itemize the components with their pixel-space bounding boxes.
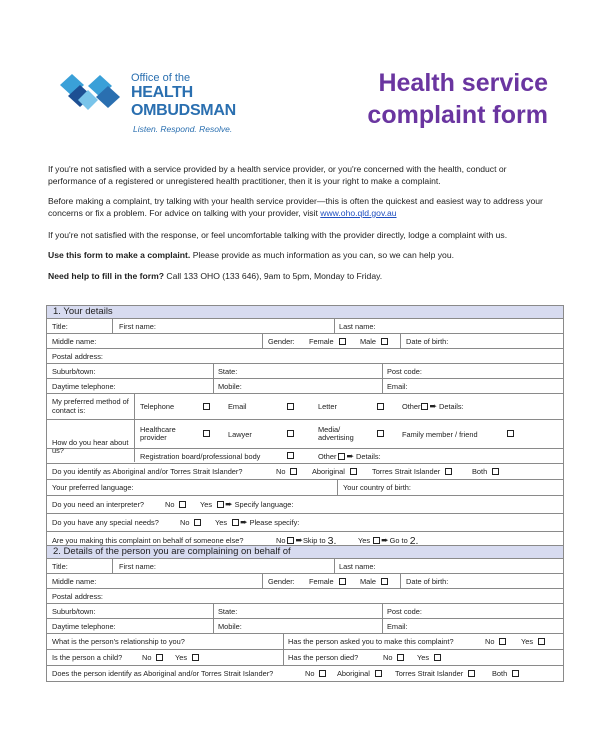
interpreter-no-option: [165, 496, 186, 513]
s2-postcode-label: Post code:: [387, 606, 422, 616]
child-yes-option: [175, 650, 199, 665]
male-option: [360, 334, 388, 348]
registration-board-checkbox[interactable]: [287, 452, 294, 459]
section-2-heading: 2. Details of the person you are complaining on behalf of: [47, 546, 563, 559]
email-label: Email:: [387, 381, 408, 391]
special-no-checkbox[interactable]: [194, 519, 201, 526]
language-label: Your preferred language:: [52, 483, 134, 492]
s2-male-label: Male: [360, 576, 377, 586]
intro-paragraph-4: [48, 250, 553, 262]
s2-first-name-label: First name:: [119, 561, 156, 571]
arrow-right-icon: ➨: [381, 535, 389, 545]
s2-male-checkbox[interactable]: [381, 578, 388, 585]
logo-health-text: HEALTH: [131, 84, 193, 101]
s2-both-label: Both: [492, 669, 508, 678]
child-yes-checkbox[interactable]: [192, 654, 199, 661]
s2-aboriginal-no-option: [305, 666, 326, 681]
s2-both-option: [492, 666, 519, 681]
telephone-option: [140, 394, 174, 419]
s2-relationship-row: [47, 634, 563, 650]
both-checkbox[interactable]: [492, 468, 499, 475]
tsi-checkbox[interactable]: [445, 468, 452, 475]
s2-name-row: [47, 559, 563, 574]
intro-paragraph-2: [48, 196, 553, 220]
asked-no-option: [485, 634, 506, 649]
letter-option: [318, 394, 337, 419]
no-label: No: [180, 518, 190, 527]
registration-board-label: Registration board/professional body: [140, 451, 261, 461]
country-of-birth-label: Your country of birth:: [343, 483, 411, 492]
media-checkbox[interactable]: [377, 430, 384, 437]
male-checkbox[interactable]: [381, 338, 388, 345]
s2-tsi-checkbox[interactable]: [468, 670, 475, 677]
child-question: Is the person a child?: [52, 653, 123, 662]
s1-name-row: [47, 319, 563, 334]
s1-aboriginal-row: [47, 464, 563, 480]
aboriginal-option: [312, 464, 357, 479]
logo-ombudsman-text: OMBUDSMAN: [131, 102, 236, 119]
s2-aboriginal-question: Does the person identify as Aboriginal and/or Torres Strait Islander?: [52, 669, 274, 678]
both-option: [472, 464, 499, 479]
s2-female-label: Female: [309, 576, 334, 586]
relationship-question: What is the person's relationship to you?: [52, 637, 185, 646]
telephone-label: Telephone: [140, 402, 175, 411]
arrow-right-icon: ➨: [240, 517, 248, 527]
yes-label: Yes: [215, 518, 228, 527]
s2-mobile-label: Mobile:: [218, 621, 242, 631]
s1-postal-row: [47, 349, 563, 364]
s1-registration-row: [47, 449, 563, 464]
s2-tsi-label: Torres Strait Islander: [395, 669, 464, 678]
please-specify-label: Please specify:: [249, 518, 300, 527]
section-person-details: [46, 545, 564, 682]
other-heard-checkbox[interactable]: [338, 453, 345, 460]
intro-p5-text: Call 133 OHO (133 646), 9am to 5pm, Monday to Friday.: [164, 271, 383, 281]
logo-office-text: Office of the: [131, 72, 191, 84]
s2-tsi-option: [395, 666, 475, 681]
aboriginal-no-checkbox[interactable]: [290, 468, 297, 475]
yes-label: Yes: [521, 637, 534, 646]
intro-paragraph-3: If you're not satisfied with the response, or feel uncomfortable talking with the provider directly, lodge a complaint with us.: [48, 230, 508, 240]
female-label: Female: [309, 336, 334, 346]
healthcare-provider-label: Healthcare provider: [140, 424, 176, 442]
interpreter-yes-checkbox[interactable]: [217, 501, 224, 508]
s2-aboriginal-no-checkbox[interactable]: [319, 670, 326, 677]
no-label: No: [142, 653, 152, 662]
s2-both-checkbox[interactable]: [512, 670, 519, 677]
s2-daytime-phone-label: Daytime telephone:: [52, 621, 116, 631]
s2-postal-address-label: Postal address:: [52, 591, 103, 601]
asked-yes-checkbox[interactable]: [538, 638, 545, 645]
behalf-yes-checkbox[interactable]: [373, 537, 380, 544]
child-no-checkbox[interactable]: [156, 654, 163, 661]
asked-yes-option: [521, 634, 545, 649]
postcode-label: Post code:: [387, 366, 422, 376]
s2-email-label: Email:: [387, 621, 408, 631]
skip-to-label: Skip to: [303, 536, 326, 545]
section-your-details: [46, 305, 564, 550]
child-no-option: [142, 650, 163, 665]
asked-no-checkbox[interactable]: [499, 638, 506, 645]
gender-label: Gender:: [268, 336, 295, 346]
logo-tagline: Listen. Respond. Resolve.: [133, 124, 233, 134]
healthcare-provider-checkbox[interactable]: [203, 430, 210, 437]
go-to-number: 2.: [409, 534, 419, 547]
special-needs-question: Do you have any special needs?: [52, 518, 159, 527]
suburb-label: Suburb/town:: [52, 366, 96, 376]
other-heard-details-label: Details:: [356, 451, 381, 461]
page-title-line2: complaint form: [367, 101, 548, 129]
no-label: No: [276, 467, 286, 476]
specify-language-label: Specify language:: [234, 500, 294, 509]
no-label: No: [383, 653, 393, 662]
s2-phone-row: [47, 619, 563, 634]
female-checkbox[interactable]: [339, 338, 346, 345]
asked-question: Has the person asked you to make this complaint?: [288, 637, 454, 646]
daytime-phone-label: Daytime telephone:: [52, 381, 116, 391]
other-contact-details-label: Details:: [439, 402, 464, 411]
s2-middle-name-label: Middle name:: [52, 576, 97, 586]
email-option: [228, 394, 246, 419]
s1-special-needs-row: [47, 514, 563, 532]
mobile-label: Mobile:: [218, 381, 242, 391]
s1-language-row: [47, 480, 563, 496]
s2-state-label: State:: [218, 606, 238, 616]
special-yes-option: [215, 514, 299, 531]
s2-gender-label: Gender:: [268, 576, 295, 586]
skip-to-number: 3.: [327, 534, 337, 547]
aboriginal-checkbox[interactable]: [350, 468, 357, 475]
s2-male-option: [360, 574, 388, 588]
behalf-question: Are you making this complaint on behalf of someone else?: [52, 536, 244, 545]
no-label: No: [276, 536, 286, 545]
s2-aboriginal-label: Aboriginal: [337, 669, 370, 678]
s2-dob-label: Date of birth:: [406, 576, 449, 586]
no-label: No: [485, 637, 495, 646]
other-contact-checkbox[interactable]: [421, 403, 428, 410]
email-checkbox[interactable]: [287, 403, 294, 410]
interpreter-yes-option: [200, 496, 293, 513]
s2-aboriginal-row: [47, 666, 563, 681]
other-heard-option: [318, 449, 381, 463]
aboriginal-no-option: [276, 464, 297, 479]
s2-aboriginal-option: [337, 666, 382, 681]
arrow-right-icon: ➨: [346, 450, 355, 461]
s1-suburb-row: [47, 364, 563, 379]
intro-p5-bold: Need help to fill in the form?: [48, 271, 165, 281]
page-title-line1: Health service: [378, 69, 548, 97]
s2-child-row: [47, 650, 563, 666]
s2-title-label: Title:: [52, 561, 68, 571]
intro-p4-text: Please provide as much information as you can, so we can help you.: [190, 250, 454, 260]
contact-method-label: My preferred method of contact is:: [52, 397, 129, 415]
arrow-right-icon: ➨: [295, 535, 303, 545]
family-friend-label: Family member / friend: [402, 429, 478, 439]
interpreter-no-checkbox[interactable]: [179, 501, 186, 508]
other-heard-label: Other: [318, 451, 337, 461]
died-yes-checkbox[interactable]: [434, 654, 441, 661]
letter-checkbox[interactable]: [377, 403, 384, 410]
letter-label: Letter: [318, 402, 337, 411]
female-option: [309, 334, 346, 348]
s2-postal-row: [47, 589, 563, 604]
arrow-right-icon: ➨: [225, 499, 233, 509]
intro-paragraph-1: If you're not satisfied with a service provided by a health service provider, or you're concerned with the health, conduct or performance of a registered or unregistered health practitioner, then it is your right to make a complaint.: [48, 164, 507, 186]
telephone-checkbox[interactable]: [203, 403, 210, 410]
oho-website-link[interactable]: www.oho.qld.gov.au: [320, 207, 397, 218]
special-yes-checkbox[interactable]: [232, 519, 239, 526]
s2-middle-row: [47, 574, 563, 589]
tsi-label: Torres Strait Islander: [372, 467, 441, 476]
arrow-right-icon: ➨: [429, 401, 438, 411]
other-contact-option: [402, 394, 464, 419]
s1-heard-row: [47, 420, 563, 455]
s1-contact-row: [47, 394, 563, 420]
aboriginal-label: Aboriginal: [312, 467, 345, 476]
intro-p4-bold: Use this form to make a complaint.: [48, 250, 191, 260]
yes-label: Yes: [417, 653, 430, 662]
title-label: Title:: [52, 321, 68, 331]
died-yes-option: [417, 650, 441, 665]
heard-about-label: How do you hear about us?: [52, 437, 129, 455]
section-1-heading: 1. Your details: [47, 306, 563, 319]
lawyer-label: Lawyer: [228, 429, 252, 439]
s2-suburb-row: [47, 604, 563, 619]
s2-female-option: [309, 574, 346, 588]
both-label: Both: [472, 467, 488, 476]
s2-aboriginal-checkbox[interactable]: [375, 670, 382, 677]
lawyer-checkbox[interactable]: [287, 430, 294, 437]
go-to-label: Go to: [389, 536, 408, 545]
family-friend-checkbox[interactable]: [507, 430, 514, 437]
media-label: Media/ advertising: [318, 424, 354, 442]
email-option-label: Email: [228, 402, 247, 411]
s2-last-name-label: Last name:: [339, 561, 376, 571]
s1-phone-row: [47, 379, 563, 394]
yes-label: Yes: [358, 536, 371, 545]
s2-suburb-label: Suburb/town:: [52, 606, 96, 616]
male-label: Male: [360, 336, 377, 346]
intro-paragraph-5: [48, 271, 553, 283]
s2-female-checkbox[interactable]: [339, 578, 346, 585]
died-no-checkbox[interactable]: [397, 654, 404, 661]
s1-interpreter-row: [47, 496, 563, 514]
first-name-label: First name:: [119, 321, 156, 331]
yes-label: Yes: [200, 500, 213, 509]
s1-middle-row: [47, 334, 563, 349]
no-label: No: [165, 500, 175, 509]
postal-address-label: Postal address:: [52, 351, 103, 361]
aboriginal-question: Do you identify as Aboriginal and/or Torres Strait Islander?: [52, 467, 243, 476]
died-question: Has the person died?: [288, 653, 359, 662]
intro-p2-text: Before making a complaint, try talking with your health service provider—this is often the quickest and easiest way to address your concerns or fix a problem. For advice on talking with your provider, visit: [48, 196, 543, 218]
died-no-option: [383, 650, 404, 665]
tsi-option: [372, 464, 452, 479]
yes-label: Yes: [175, 653, 188, 662]
special-no-option: [180, 514, 201, 531]
no-label: No: [305, 669, 315, 678]
last-name-label: Last name:: [339, 321, 376, 331]
dob-label: Date of birth:: [406, 336, 449, 346]
state-label: State:: [218, 366, 238, 376]
interpreter-question: Do you need an interpreter?: [52, 500, 145, 509]
behalf-no-checkbox[interactable]: [287, 537, 294, 544]
logo-mark-icon: [60, 74, 120, 110]
other-contact-label: Other: [402, 402, 421, 411]
middle-name-label: Middle name:: [52, 336, 97, 346]
